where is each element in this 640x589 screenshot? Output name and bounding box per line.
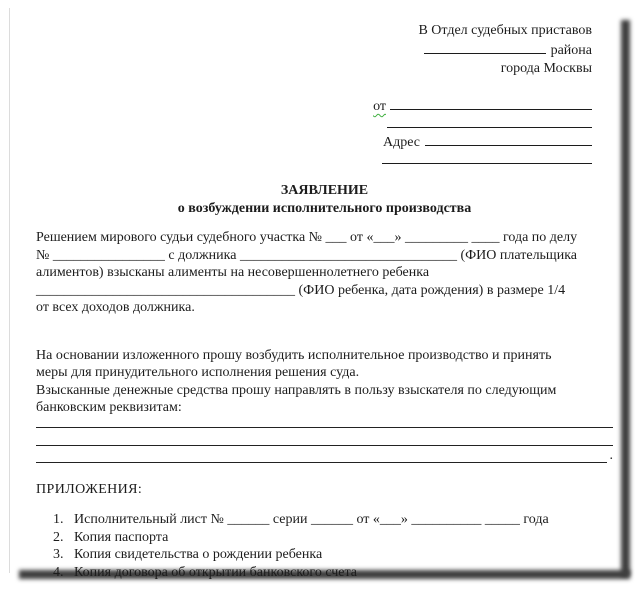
paragraph-line: банковским реквизитам: — [36, 400, 182, 415]
document-title-block — [36, 182, 613, 218]
district-blank-field — [424, 40, 546, 54]
bank-details-line — [36, 411, 613, 429]
recipient-line-district — [36, 40, 592, 60]
paragraph-line: № ________________ с должника _______________________________ (ФИО плательщика — [36, 247, 578, 263]
blank-rule — [36, 448, 607, 463]
attachment-item-number: 2. — [53, 529, 64, 545]
attachment-item-text: Копия паспорта — [74, 529, 169, 545]
attachment-item-text: Копия свидетельства о рождении ребенка — [74, 547, 323, 562]
from-blank-field — [390, 96, 592, 110]
blank-rule — [36, 431, 613, 446]
address-label: Адрес — [382, 135, 420, 150]
attachment-item-number: 4. — [53, 564, 64, 580]
attachments-heading: ПРИЛОЖЕНИЯ: — [36, 482, 143, 497]
paragraph-line: алиментов) взысканы алименты на несовершеннолетнего ребенка — [36, 265, 430, 280]
paragraph-line: На основании изложенного прошу возбудить исполнительное производство и принять — [36, 347, 552, 363]
document-subtitle: о возбуждении исполнительного производства — [177, 201, 472, 216]
court-decision-paragraph — [36, 229, 613, 317]
document-content — [36, 0, 613, 581]
bank-details-line — [36, 446, 613, 464]
paragraph-line: меры для принудительного исполнения решения суда. — [36, 365, 360, 380]
paragraph-line: Взысканные денежные средства прошу направлять в пользу взыскателя по следующим — [36, 382, 557, 398]
attachment-item-text: Исполнительный лист № ______ серии ______ от «___» __________ _____ года — [74, 512, 549, 527]
applicant-block — [36, 96, 592, 168]
from-blank-field-2 — [387, 114, 592, 128]
attachment-item-number: 3. — [53, 547, 64, 562]
request-paragraph — [36, 347, 613, 417]
attachment-item — [36, 564, 613, 582]
page-left-edge — [9, 8, 10, 573]
attachments-list — [36, 511, 613, 581]
recipient-line-city: города Москвы — [500, 61, 592, 76]
attachment-item-number: 1. — [53, 512, 64, 527]
address-row — [36, 132, 592, 150]
recipient-block — [36, 22, 592, 78]
recipient-line-department: В Отдел судебных приставов — [418, 23, 592, 38]
address-row-continuation — [36, 150, 592, 168]
paragraph-line: _____________________________________ (ФИО ребенка, дата рождения) в размере 1/4 — [36, 282, 566, 298]
from-row-continuation — [36, 114, 592, 132]
line-end-period: . — [609, 448, 613, 463]
address-blank-field — [425, 132, 592, 146]
attachment-item — [36, 529, 613, 547]
from-row — [36, 96, 592, 114]
page-shadow-right — [621, 20, 630, 576]
blank-rule — [36, 413, 613, 428]
attachment-item — [36, 546, 613, 564]
bank-details-blank-lines — [36, 411, 613, 464]
address-blank-field-2 — [382, 150, 592, 164]
document-title: ЗАЯВЛЕНИЕ — [280, 183, 369, 198]
paragraph-line: от всех доходов должника. — [36, 300, 195, 315]
bank-details-line — [36, 428, 613, 446]
district-label: района — [550, 43, 592, 58]
attachment-item-text: Копия договора об открытии банковского счета — [74, 564, 358, 580]
attachment-item — [36, 511, 613, 529]
paragraph-line: Решением мирового судьи судебного участка № ___ от «___» _________ ____ года по делу — [36, 230, 578, 245]
from-label: от — [373, 99, 386, 114]
